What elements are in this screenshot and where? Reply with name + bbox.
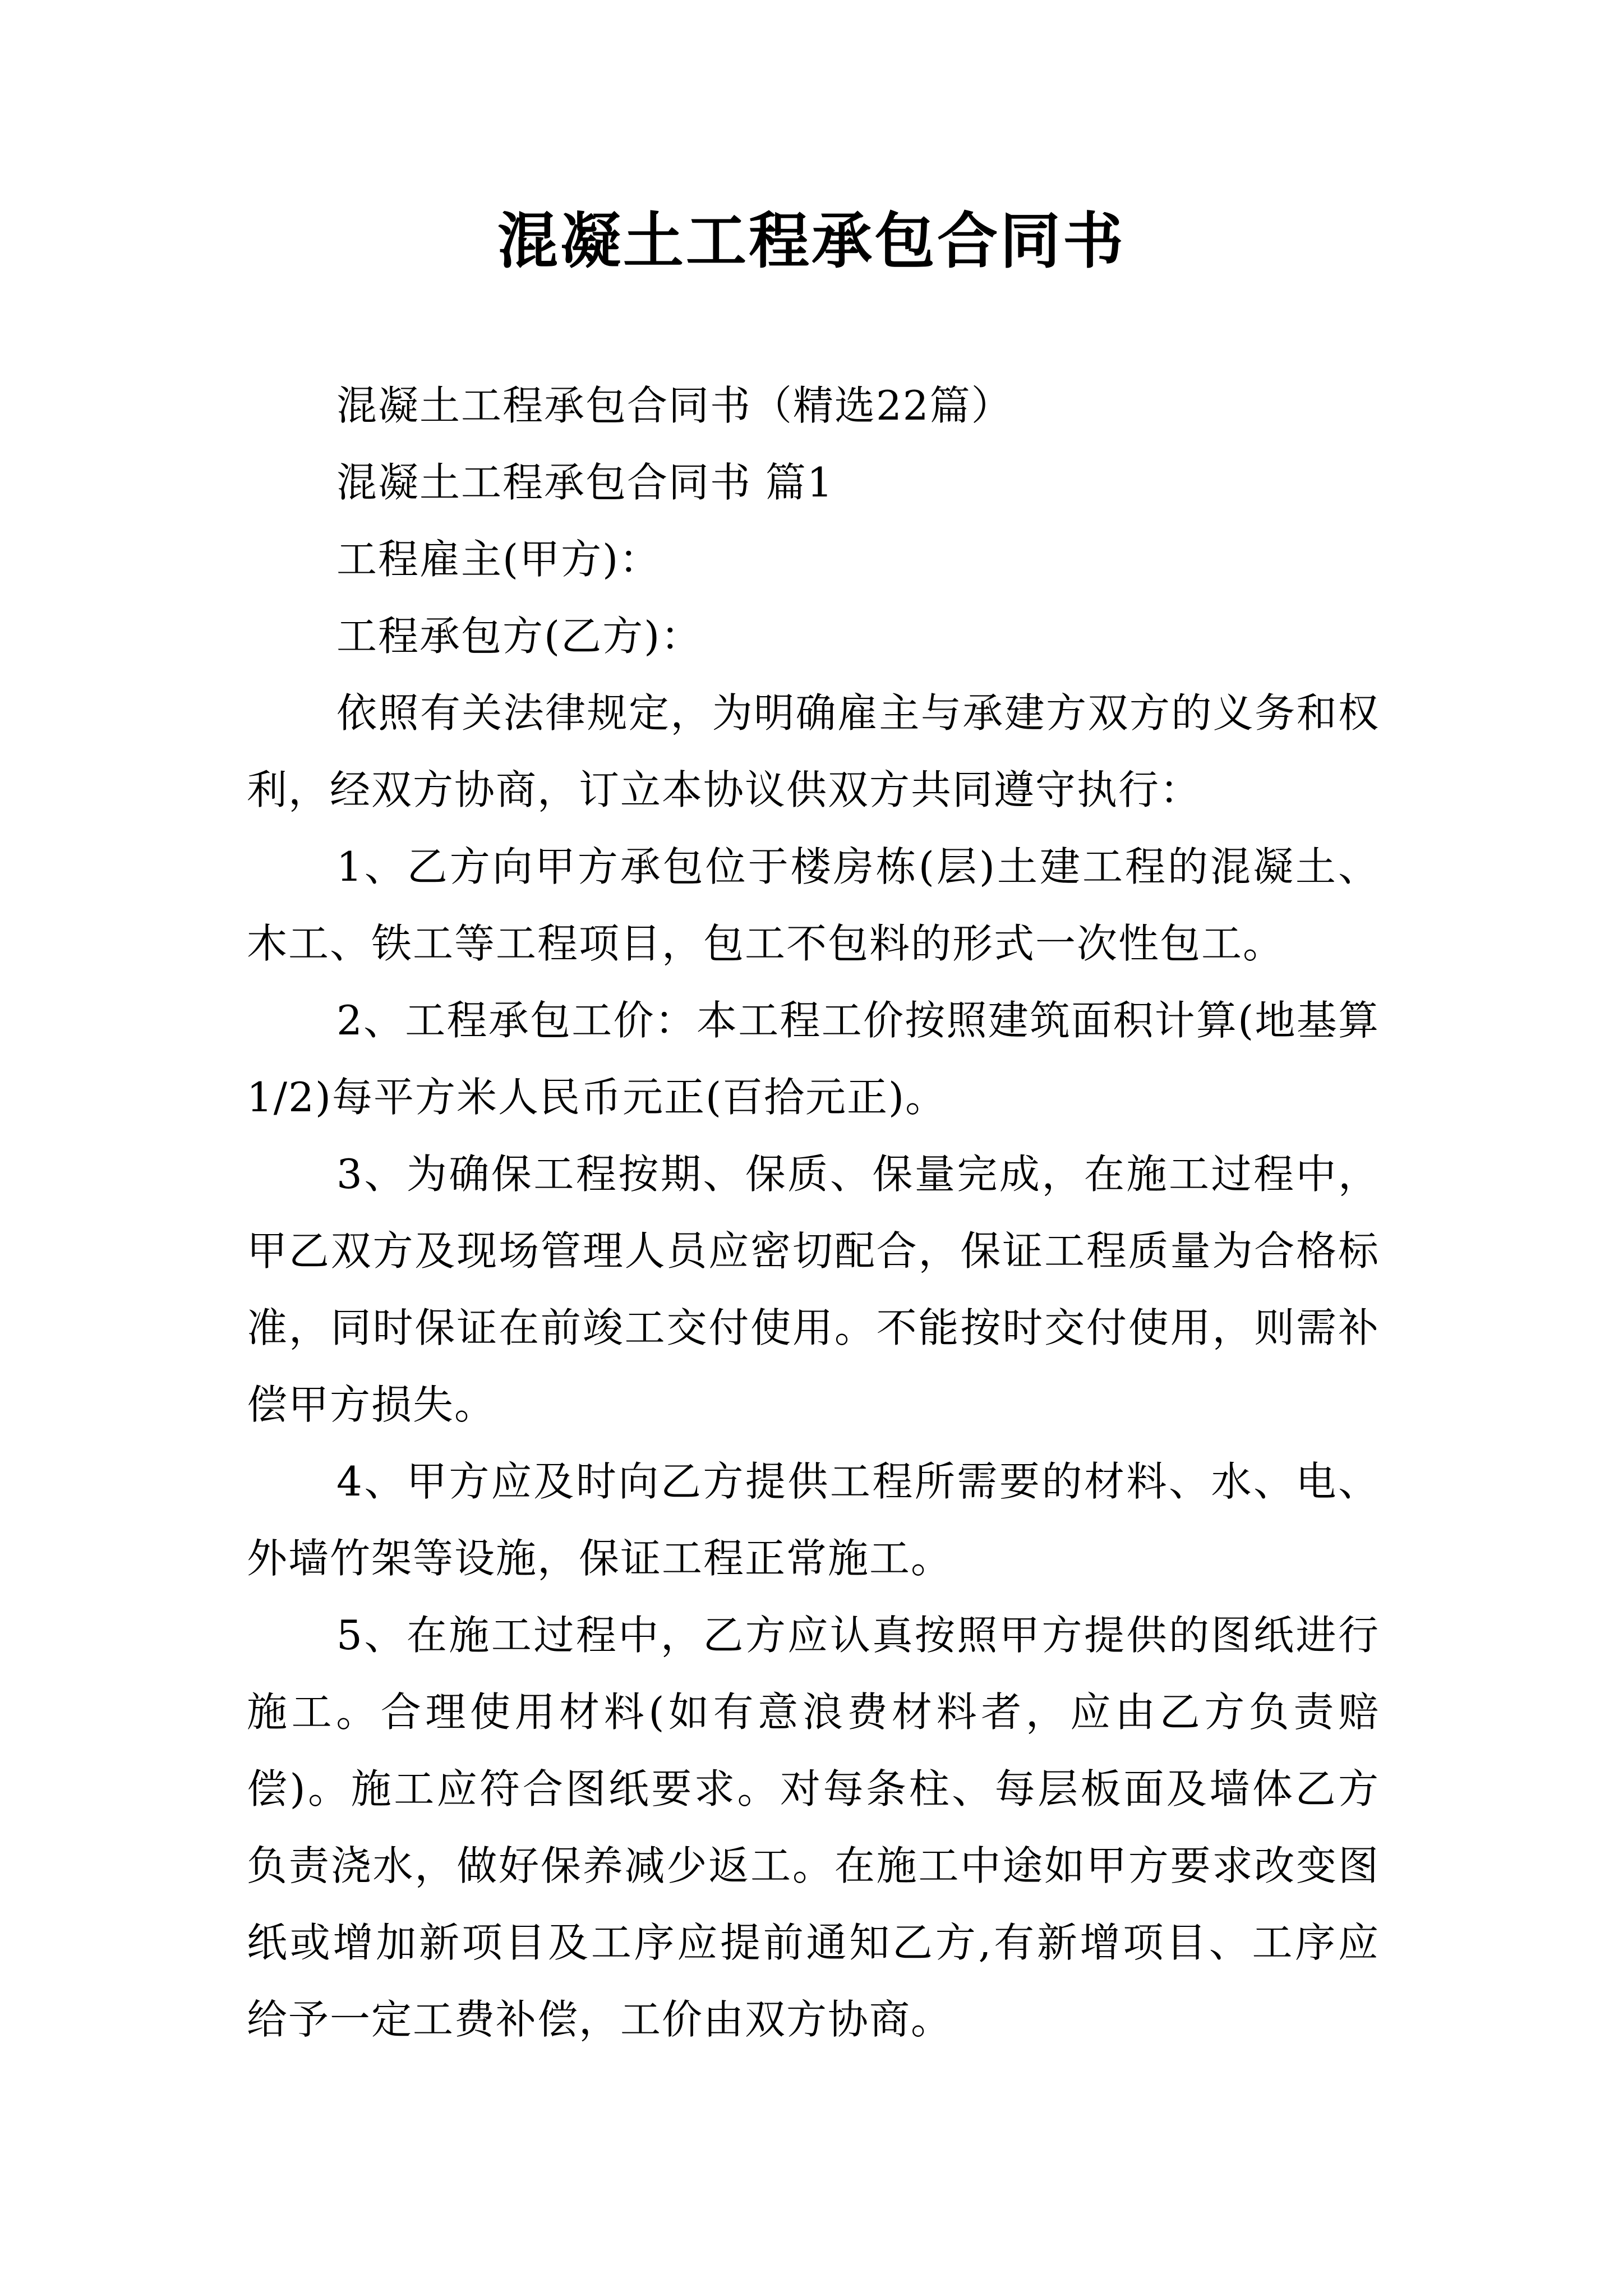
clause-1: 1、乙方向甲方承包位于楼房栋(层)土建工程的混凝土、木工、铁工等工程项目，包工不包料的形式一次性包工。 bbox=[247, 843, 1380, 967]
document-title: 混凝土工程承包合同书 bbox=[497, 206, 1126, 277]
clause-3: 3、为确保工程按期、保质、保量完成，在施工过程中，甲乙双方及现场管理人员应密切配合，保证工程质量为合格标准，同时保证在前竣工交付使用。不能按时交付使用，则需补偿甲方损失。 bbox=[247, 1151, 1380, 1428]
clause-4: 4、甲方应及时向乙方提供工程所需要的材料、水、电、外墙竹架等设施，保证工程正常施工。 bbox=[247, 1458, 1380, 1582]
preamble-paragraph: 依照有关法律规定，为明确雇主与承建方双方的义务和权利，经双方协商，订立本协议供双方共同遵守执行： bbox=[247, 689, 1380, 813]
subtitle-paragraph: 混凝土工程承包合同书（精选22篇） bbox=[336, 382, 1013, 429]
clause-2: 2、工程承包工价：本工程工价按照建筑面积计算(地基算1/2)每平方米人民币元正(百拾元正)。 bbox=[247, 997, 1380, 1121]
party-a-line: 工程雇主(甲方)： bbox=[336, 536, 661, 583]
document-body bbox=[247, 367, 1380, 2058]
clause-5: 5、在施工过程中，乙方应认真按照甲方提供的图纸进行施工。合理使用材料(如有意浪费材料者，应由乙方负责赔偿)。施工应符合图纸要求。对每条柱、每层板面及墙体乙方负责浇水，做好保养减少返工。在施工中途如甲方要求改变图纸或增加新项目及工序应提前通知乙方,有新增项目、工序应给予一定工费补偿，工价由双方协商。 bbox=[247, 1612, 1380, 2043]
party-b-line: 工程承包方(乙方)： bbox=[336, 613, 703, 660]
section-heading: 混凝土工程承包合同书 篇1 bbox=[336, 459, 834, 506]
